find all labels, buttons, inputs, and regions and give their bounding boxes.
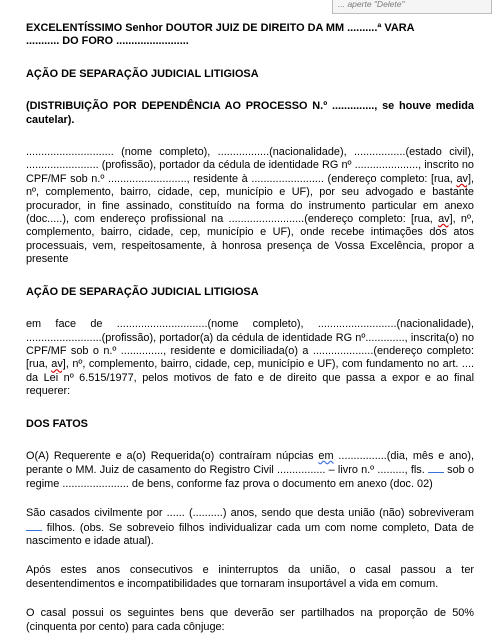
document-body bbox=[26, 22, 474, 634]
children-paragraph bbox=[26, 507, 474, 548]
children-text-1: São casados civilmente por ...... (..........) anos, sendo que desta união (não) sobreviveram bbox=[26, 507, 474, 520]
spellcheck-word[interactable]: av] bbox=[51, 358, 66, 371]
header-line-2: ........... DO FORO ........................ bbox=[26, 35, 189, 48]
plaintiff-text-2: , nº, complemento, bairro, cidade, cep, município e UF), por seu advogado e bastante procurador, in fine assinado, constituído na forma do instrumento particular em anexo (doc.....), com endereço profissional na .........................(endereço completo: [rua, bbox=[26, 172, 474, 226]
marriage-paragraph bbox=[26, 450, 474, 491]
top-note: ... aperte "Delete" bbox=[332, 0, 492, 14]
marriage-text-3: sob o regime ...................... de bens, conforme faz prova o documento em anexo (doc. 02) bbox=[26, 464, 475, 490]
plaintiff-paragraph bbox=[26, 146, 474, 267]
plaintiff-text-1: ............................. (nome completo), .................(nacionalidade), .................(estado civil), ........................ (profissão), portador da cédula de identidade RG nº ....................., inscrito no CPF/MF sob n.º .........................., residente à ........................ (endereço completo: [rua, bbox=[26, 146, 474, 185]
distribution-note: (DISTRIBUIÇÃO POR DEPENDÊNCIA AO PROCESSO N.º .............., se houve medida cautelar). bbox=[26, 100, 474, 126]
action-title-2: AÇÃO DE SEPARAÇÃO JUDICIAL LITIGIOSA bbox=[26, 285, 259, 298]
defendant-paragraph bbox=[26, 318, 474, 398]
defendant-text-1: em face de ..............................(nome completo), ..........................(nacionalidade), .........................(profissão), portador(a) da cédula de identidade RG nº............., inscrita(o) no CPF/MF sob o n.º .............., residente e domiciliada(o) a ....................(endereço completo: [rua, bbox=[26, 318, 474, 371]
blank-field[interactable] bbox=[428, 463, 444, 473]
disagreement-paragraph: Após estes anos consecutivos e ininterruptos da união, o casal passou a ter desentendimentos e incompatibilidades que tornaram insuportável a vida em comum. bbox=[26, 564, 474, 590]
header-address bbox=[26, 22, 474, 49]
blank-field[interactable] bbox=[26, 521, 42, 531]
assets-paragraph: O casal possui os seguintes bens que deverão ser partilhados na proporção de 50% (cinquenta por cento) para cada cônjuge: bbox=[26, 607, 474, 633]
children-text-2: filhos. (obs. Se sobreveio filhos individualizar cada um com nome completo, Data de nascimento e idade atual). bbox=[26, 521, 474, 547]
action-title-1: AÇÃO DE SEPARAÇÃO JUDICIAL LITIGIOSA bbox=[26, 67, 259, 80]
marriage-text-1: O(A) Requerente e a(o) Requerida(o) contraíram núpcias bbox=[26, 449, 319, 462]
grammar-word[interactable]: em bbox=[318, 449, 334, 462]
spellcheck-word[interactable]: av] bbox=[456, 172, 471, 185]
facts-title: DOS FATOS bbox=[26, 417, 88, 430]
defendant-text-2: , nº, complemento, bairro, cidade, cep, município e UF), com fundamento no art. .... da Lei nº 6.515/1977, pelos motivos de fato e de direito que passa a expor e ao final requerer: bbox=[26, 358, 474, 398]
marriage-text-2: ................(dia, mês e ano), perante o MM. Juiz de casamento do Registro Civil ................ – livro n.º ........., fls. bbox=[26, 449, 474, 477]
plaintiff-text-3: , nº, complemento, bairro, cidade, cep, município e UF), onde recebe intimações dos atos processuais, vem, respeitosamente, à honrosa presença de Vossa Excelência, propor a presente bbox=[26, 213, 474, 266]
spellcheck-word[interactable]: av] bbox=[438, 213, 453, 226]
header-line-1: EXCELENTÍSSIMO Senhor DOUTOR JUIZ DE DIREITO DA MM ..........ª VARA bbox=[26, 22, 415, 34]
